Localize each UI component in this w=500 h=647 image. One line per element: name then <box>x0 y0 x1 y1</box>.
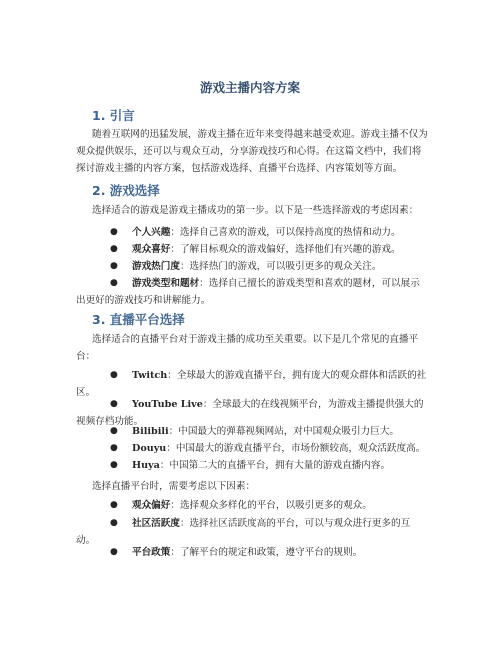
bullet-icon: ● <box>110 500 118 510</box>
list-item-term: YouTube Live <box>132 399 203 410</box>
list-item-desc: ：选择自己喜欢的游戏，可以保持高度的热情和动力。 <box>170 227 401 238</box>
list-item-term: Bilibili <box>132 426 169 437</box>
bullet-icon: ● <box>110 370 118 380</box>
list-item-desc: ：中国最大的游戏直播平台，市场份额较高，观众活跃度高。 <box>166 443 426 454</box>
bullet-icon: ● <box>110 227 118 237</box>
list-item-desc: ：中国第二大的直播平台，拥有大量的游戏直播内容。 <box>159 460 391 471</box>
bullet-icon: ● <box>110 278 118 288</box>
list-item-term: Huya <box>132 460 160 471</box>
bullet-icon: ● <box>110 443 118 453</box>
list-item-desc: ：全球最大的游戏直播平台，拥有庞大的观众群体和活跃的社区。 <box>76 370 427 398</box>
list-item-term: 观众喜好 <box>132 244 171 255</box>
list-item-term: Douyu <box>132 443 167 454</box>
bullet-icon: ● <box>110 547 118 557</box>
platform-factors-intro: 选择直播平台时，需要考虑以下因素： <box>92 481 256 492</box>
list-item <box>76 457 428 474</box>
list-item-term: Twitch <box>132 370 168 381</box>
bullet-icon: ● <box>110 244 118 254</box>
bullet-icon: ● <box>110 426 118 436</box>
list-item <box>76 440 428 457</box>
list-item-desc: ：全球最大的在线视频平台，为游戏主播提供强大的视频存档功能。 <box>76 399 424 427</box>
document-title: 游戏主播内容方案 <box>199 80 300 95</box>
list-item-term: 平台政策 <box>132 547 171 558</box>
list-item-desc: ：了解平台的规定和政策，遵守平台的规则。 <box>170 547 363 558</box>
bullet-icon: ● <box>110 399 118 409</box>
bullet-icon: ● <box>110 261 118 271</box>
list-item-term: 游戏类型和题材 <box>132 278 200 289</box>
bullet-icon: ● <box>110 518 118 528</box>
list-item <box>76 224 428 241</box>
section-heading-intro: 1. 引言 <box>92 108 135 123</box>
section-heading-platform-choice: 3. 直播平台选择 <box>92 312 185 327</box>
bullet-icon: ● <box>110 460 118 470</box>
section-heading-game-choice: 2. 游戏选择 <box>92 183 160 198</box>
intro-paragraph: 随着互联网的迅猛发展，游戏主播在近年来变得越来越受欢迎。游戏主播不仅为观众提供娱乐，还可以与观众互动，分享游戏技巧和心得。在这篇文档中，我们将探讨游戏主播的内容方案，包括游戏选择、直播平台选择、内容策划等方面。 <box>76 129 428 174</box>
list-item-desc: ：选择观众多样化的平台，以吸引更多的观众。 <box>170 500 372 511</box>
list-item-desc: ：了解目标观众的游戏偏好，选择他们有兴趣的游戏。 <box>170 244 401 255</box>
list-item <box>76 497 428 514</box>
list-item <box>76 423 428 440</box>
list-item <box>76 258 428 275</box>
list-item-term: 游戏热门度 <box>132 261 180 272</box>
list-item-desc: ：选择社区活跃度高的平台，可以与观众进行更多的互动。 <box>76 518 411 546</box>
game-choice-intro: 选择适合的游戏是游戏主播成功的第一步。以下是一些选择游戏的考虑因素： <box>92 205 419 216</box>
list-item <box>76 544 428 561</box>
list-item-desc: ：选择热门的游戏，可以吸引更多的观众关注。 <box>179 261 382 272</box>
list-item <box>76 275 428 309</box>
list-item-term: 社区活跃度 <box>132 518 180 529</box>
list-item-desc: ：选择自己擅长的游戏类型和喜欢的题材，可以展示出更好的游戏技巧和讲解能力。 <box>76 278 420 306</box>
list-item-term: 个人兴趣 <box>132 227 171 238</box>
list-item-term: 观众偏好 <box>132 500 171 511</box>
list-item <box>76 241 428 258</box>
platform-choice-intro: 选择适合的直播平台对于游戏主播的成功至关重要。以下是几个常见的直播平台： <box>76 334 419 362</box>
list-item-desc: ：中国最大的弹幕视频网站，对中国观众吸引力巨大。 <box>168 426 399 437</box>
